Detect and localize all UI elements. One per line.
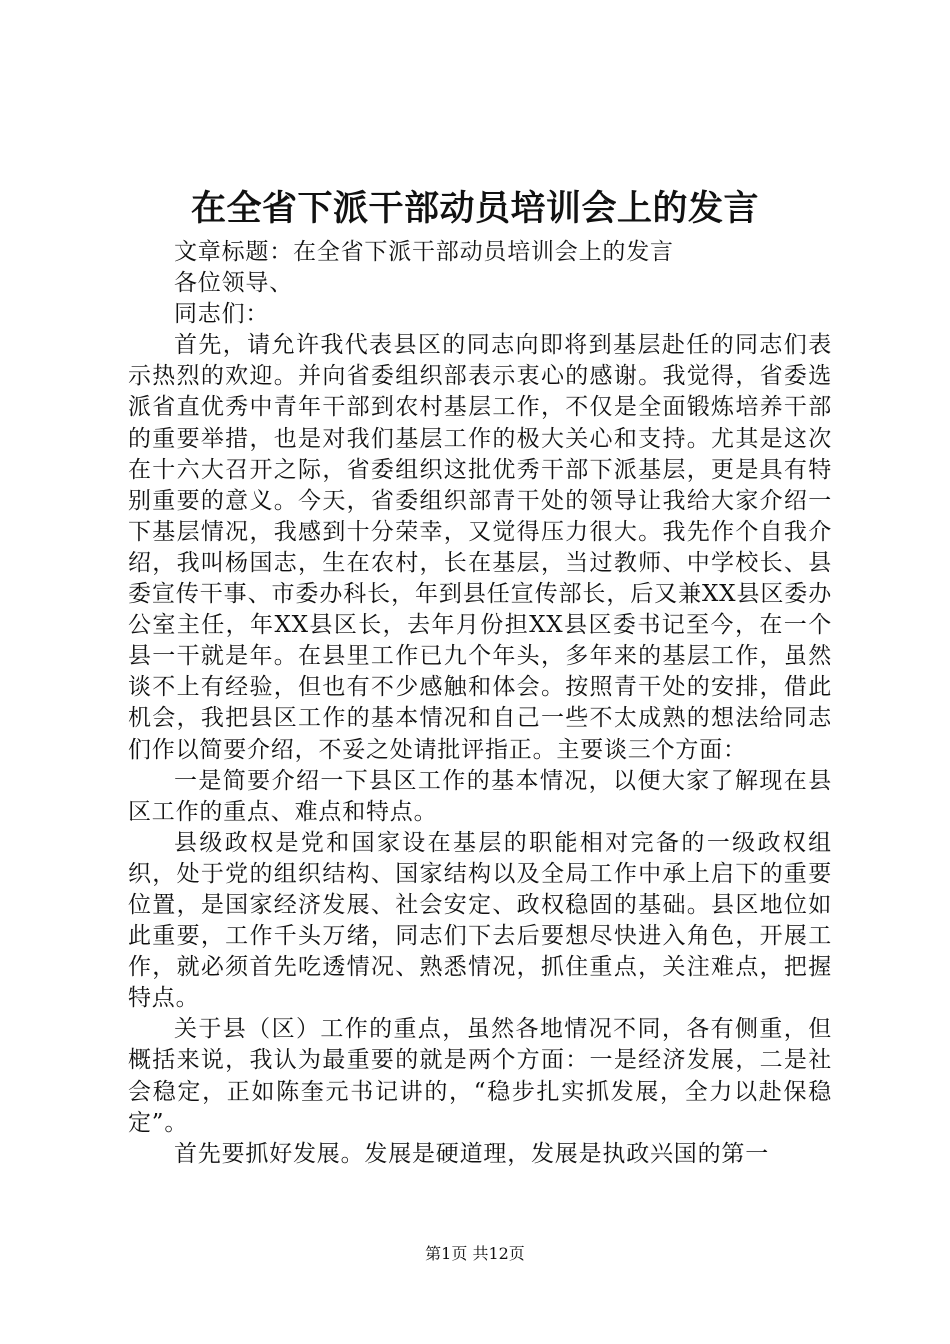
paragraph-key-focus: 关于县（区）工作的重点，虽然各地情况不同，各有侧重，但概括来说，我认为最重要的就是两个方面：一是经济发展，二是社会稳定，正如陈奎元书记讲的，“稳步扎实抓发展，全力以赴保稳定”。 <box>128 1016 832 1136</box>
paragraph-salutation-leaders: 各位领导、 <box>174 270 293 297</box>
document-body <box>128 237 832 1170</box>
paragraph-county-government: 县级政权是党和国家设在基层的职能相对完备的一级政权组织，处于党的组织结构、国家结构以及全局工作中承上启下的重要位置，是国家经济发展、社会安定、政权稳固的基础。县区地位如此重要，工作千头万绪，同志们下去后要想尽快进入角色，开展工作，就必须首先吃透情况、熟悉情况，抓住重点，关注难点，把握特点。 <box>128 829 832 1012</box>
page-number-footer: 第1页 共12页 <box>425 1244 525 1263</box>
document-title: 在全省下派干部动员培训会上的发言 <box>190 189 759 229</box>
paragraph-salutation-comrades: 同志们： <box>174 301 270 328</box>
paragraph-introduction: 首先，请允许我代表县区的同志向即将到基层赴任的同志们表示热烈的欢迎。并向省委组织部表示衷心的感谢。我觉得，省委选派省直优秀中青年干部到农村基层工作，不仅是全面锻炼培养干部的重要举措，也是对我们基层工作的极大关心和支持。尤其是这次在十六大召开之际，省委组织这批优秀干部下派基层，更是具有特别重要的意义。今天，省委组织部青干处的领导让我给大家介绍一下基层情况，我感到十分荣幸，又觉得压力很大。我先作个自我介绍，我叫杨国志，生在农村，长在基层，当过教师、中学校长、县委宣传干事、市委办科长，年到县任宣传部长，后又兼XX县区委办公室主任，年XX县区长，去年月份担XX县区委书记至今，在一个县一干就是年。在县里工作已九个年头，多年来的基层工作，虽然谈不上有经验，但也有不少感触和体会。按照青干处的安排，借此机会，我把县区工作的基本情况和自己一些不太成熟的想法给同志们作以简要介绍，不妥之处请批评指正。主要谈三个方面： <box>128 332 832 763</box>
paragraph-development: 首先要抓好发展。发展是硬道理，发展是执政兴国的第一 <box>174 1140 769 1167</box>
paragraph-point-one: 一是简要介绍一下县区工作的基本情况，以便大家了解现在县区工作的重点、难点和特点。 <box>128 767 832 825</box>
paragraph-article-title: 文章标题：在全省下派干部动员培训会上的发言 <box>174 239 674 265</box>
